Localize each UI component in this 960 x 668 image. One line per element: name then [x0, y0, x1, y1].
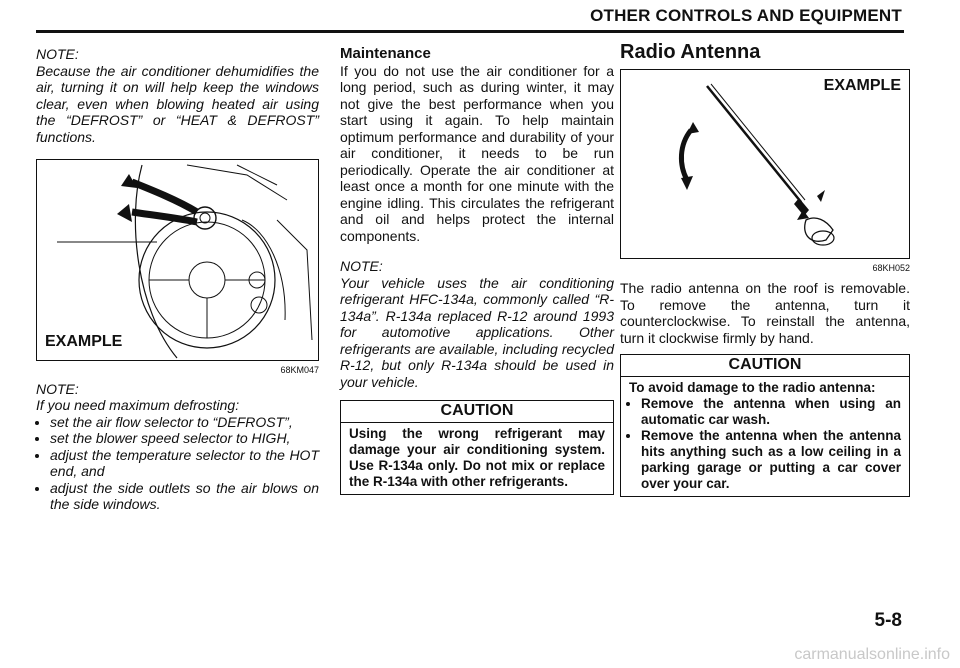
figure-example-label: EXAMPLE — [823, 76, 901, 94]
page-header-title: OTHER CONTROLS AND EQUIPMENT — [590, 6, 902, 25]
figure-example-label: EXAMPLE — [45, 332, 123, 350]
radio-antenna-heading: Radio Antenna — [620, 41, 761, 63]
list-item: • set the blower speed selector to HIGH, — [50, 430, 319, 447]
list-item: • Remove the antenna when the antenna hits anything such as a low ceiling in a parking garage or putting a car cover over your car. — [641, 428, 901, 492]
caution-list — [629, 396, 901, 492]
note2-intro: If you need maximum defrosting: — [36, 397, 240, 413]
note2-label: NOTE: — [36, 380, 79, 397]
caution-box-refrigerant — [340, 400, 614, 495]
maintenance-heading: Maintenance — [340, 45, 431, 62]
maintenance-paragraph: If you do not use the air conditioner for a long period, such as during winter, it may not give the best performance when you start using it again. To help maintain optimum performance and durability of your air conditioner, it needs to be run periodically. Operate the air conditioner at least once a month for one minute with the engine idling. This circulates the refrigerant and oil and helps protect the internal components. — [340, 62, 614, 244]
caution-box-antenna — [620, 354, 910, 497]
list-item: • adjust the side outlets so the air blows on the side windows. — [50, 480, 319, 513]
note1-text: Because the air conditioner dehumidifies the air, turning it on will help keep the windows clear, even when blowing heated air using the “DEFROST” or “HEAT & DEFROST” functions. — [36, 62, 319, 145]
page-number: 5-8 — [874, 610, 902, 631]
note1-label: NOTE: — [36, 46, 79, 62]
list-item: • adjust the temperature selector to the HOT end, and — [50, 447, 319, 480]
list-item: • Remove the antenna when using an automatic car wash. — [641, 396, 901, 428]
note2-list — [36, 414, 319, 513]
caution-text: Using the wrong refrigerant may damage your air conditioning system. Use R-134a only. Do not mix or replace the R-134a with other refrigerants. — [349, 425, 605, 489]
antenna-illustration — [621, 70, 909, 258]
caution-intro: To avoid damage to the radio antenna: — [629, 379, 876, 395]
dashboard-illustration — [37, 160, 320, 360]
figure-code: 68KM047 — [280, 365, 319, 375]
header-rule — [36, 30, 904, 33]
note-label: NOTE: — [340, 258, 383, 274]
antenna-paragraph: The radio antenna on the roof is removable. To remove the antenna, turn it counterclockwise. To reinstall the antenna, turn it clockwise firmly by hand. — [620, 280, 910, 346]
caution-title: CAUTION — [341, 401, 613, 423]
antenna-figure — [620, 69, 910, 259]
watermark-text: carmanualsonline.info — [794, 646, 950, 663]
caution-title: CAUTION — [621, 355, 909, 377]
caution-body — [621, 377, 909, 496]
column-right — [620, 41, 910, 497]
figure-code: 68KH052 — [872, 262, 910, 273]
list-item: • set the air flow selector to “DEFROST”, — [50, 414, 319, 431]
defroster-figure — [36, 159, 319, 361]
column-left — [36, 46, 319, 513]
note-text: Your vehicle uses the air conditioning refrigerant HFC-134a, commonly called “R-134a”. R-134a replaced R-12 around 1993 for automotive applications. Other refrigerants are available, including recycled R-12, but only R-134a should be used in your vehicle. — [340, 274, 614, 390]
column-middle — [340, 46, 614, 495]
